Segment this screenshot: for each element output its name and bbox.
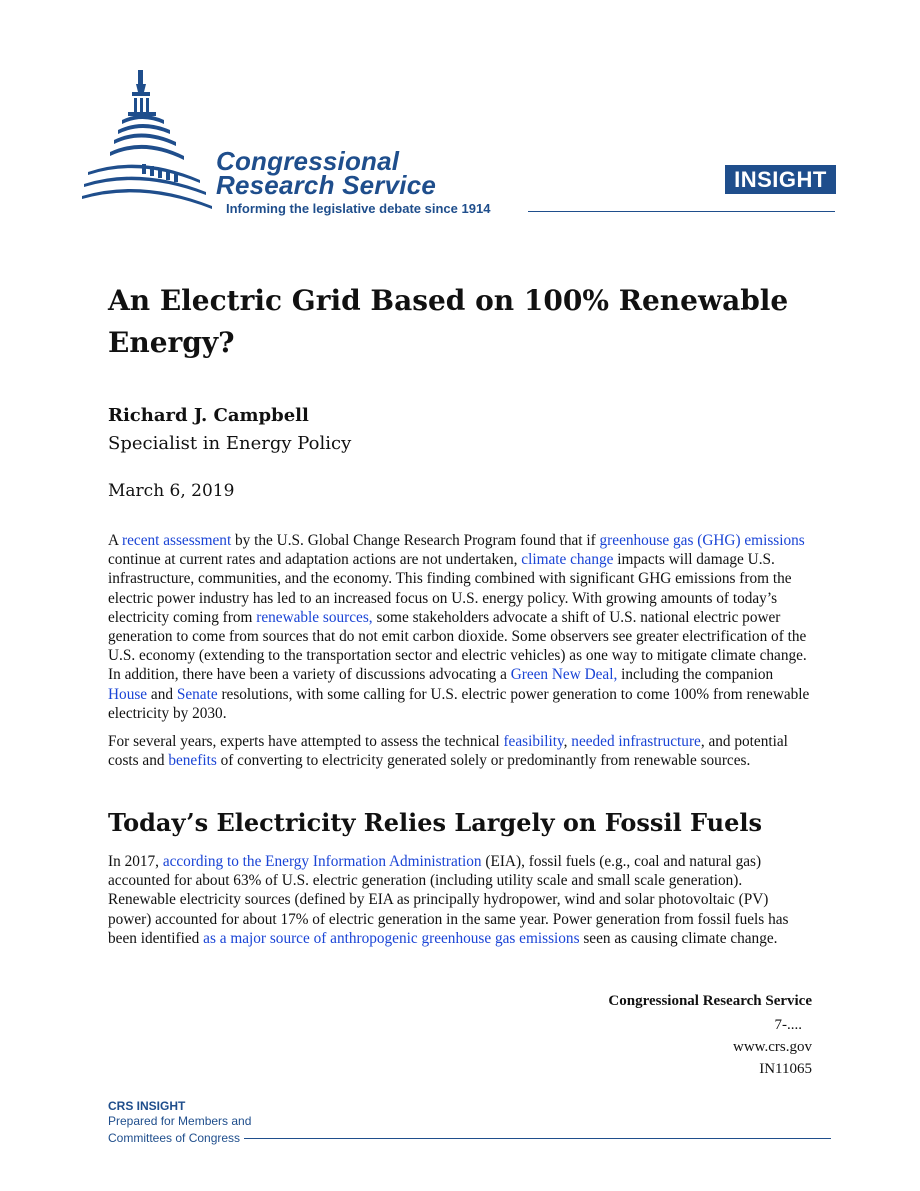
text: by the U.S. Global Change Research Program found that if [231,532,600,549]
insight-badge: INSIGHT [725,165,836,194]
footer-report-id: IN11065 [759,1061,812,1077]
link-benefits[interactable]: benefits [168,752,217,770]
text: and [147,685,177,703]
crs-logo [80,64,540,224]
capitol-dome-icon [80,64,220,224]
header-rule [528,211,835,212]
logo-tagline: Informing the legislative debate since 1914 [226,201,491,216]
text: A [108,532,123,549]
link-renewable-sources[interactable]: renewable sources, [256,608,373,626]
link-recent-assessment[interactable]: recent assessment [122,532,232,549]
link-ghg-emissions[interactable]: greenhouse gas (GHG) emissions [599,532,805,549]
link-green-new-deal[interactable]: Green New Deal, [510,666,618,684]
logo-wordmark-line1: Congressional [216,146,400,176]
text: , and potential costs and [108,733,788,770]
text: some stakeholders advocate a shift of U.S. national electric power generation to come from sources that do not emit carbon dioxide. Some observers see greater electrification of the U.S. economy (extending to the transportation sector and electric vehicles) as one way to mitigate climate change. In addition, there have been a variety of discussions advocating a [108,608,807,684]
author-role: Specialist in Energy Policy [108,433,352,454]
link-feasibility[interactable]: feasibility [503,733,564,750]
text: impacts will damage U.S. infrastructure, communities, and the economy. This finding combined with significant GHG emissions from the electric power industry has led to an increased focus on U.S. energy policy. With growing amounts of today’s electricity coming from [108,551,792,626]
footer-prepared-line1: Prepared for Members and [108,1114,252,1128]
text: , [563,733,572,750]
document-title: An Electric Grid Based on 100% Renewable Energy? [108,284,789,359]
section-heading: Today’s Electricity Relies Largely on Fossil Fuels [108,808,762,837]
text: seen as causing climate change. [579,929,778,947]
link-senate[interactable]: Senate [176,685,218,703]
footer-prepared-line2: Committees of Congress [108,1131,241,1145]
text: including the companion [617,666,774,684]
logo-wordmark-line2: Research Service [216,170,437,200]
link-house[interactable]: House [108,685,148,703]
footer-organization: Congressional Research Service [608,993,812,1009]
text: In 2017, [108,853,163,870]
fossil-fuels-paragraph [108,852,813,948]
text: (EIA), fossil fuels (e.g., coal and natural gas) accounted for about 63% of U.S. electric generation (including utility scale and small scale generation). Renewable electricity sources (defined by EIA as principally hydropower, wind and solar photovoltaic (PV) power) accounted for about 17% of electric generation in the same year. Power generation from fossil fuels has been identified [108,853,789,947]
publication-date: March 6, 2019 [108,481,235,501]
link-climate-change[interactable]: climate change [521,551,614,569]
footer-rule [244,1138,831,1139]
text: continue at current rates and adaptation actions are not undertaken, [108,551,522,569]
footer-website[interactable]: www.crs.gov [732,1039,812,1055]
intro-paragraph [108,531,813,723]
author-name: Richard J. Campbell [108,405,309,426]
link-eia[interactable]: according to the Energy Information Administration [162,853,482,870]
feasibility-paragraph [108,732,813,770]
text: resolutions, with some calling for U.S. electric power generation to come 100% from renewable electricity by 2030. [108,685,810,722]
text: of converting to electricity generated solely or predominantly from renewable sources. [216,752,751,770]
footer-report-number: 7-.... [774,1017,802,1033]
text: For several years, experts have attempted to assess the technical [108,733,504,750]
link-major-source-ghg[interactable]: as a major source of anthropogenic greenhouse gas emissions [203,929,580,947]
footer-crs-insight: CRS INSIGHT [108,1099,186,1113]
link-needed-infrastructure[interactable]: needed infrastructure [571,733,701,750]
